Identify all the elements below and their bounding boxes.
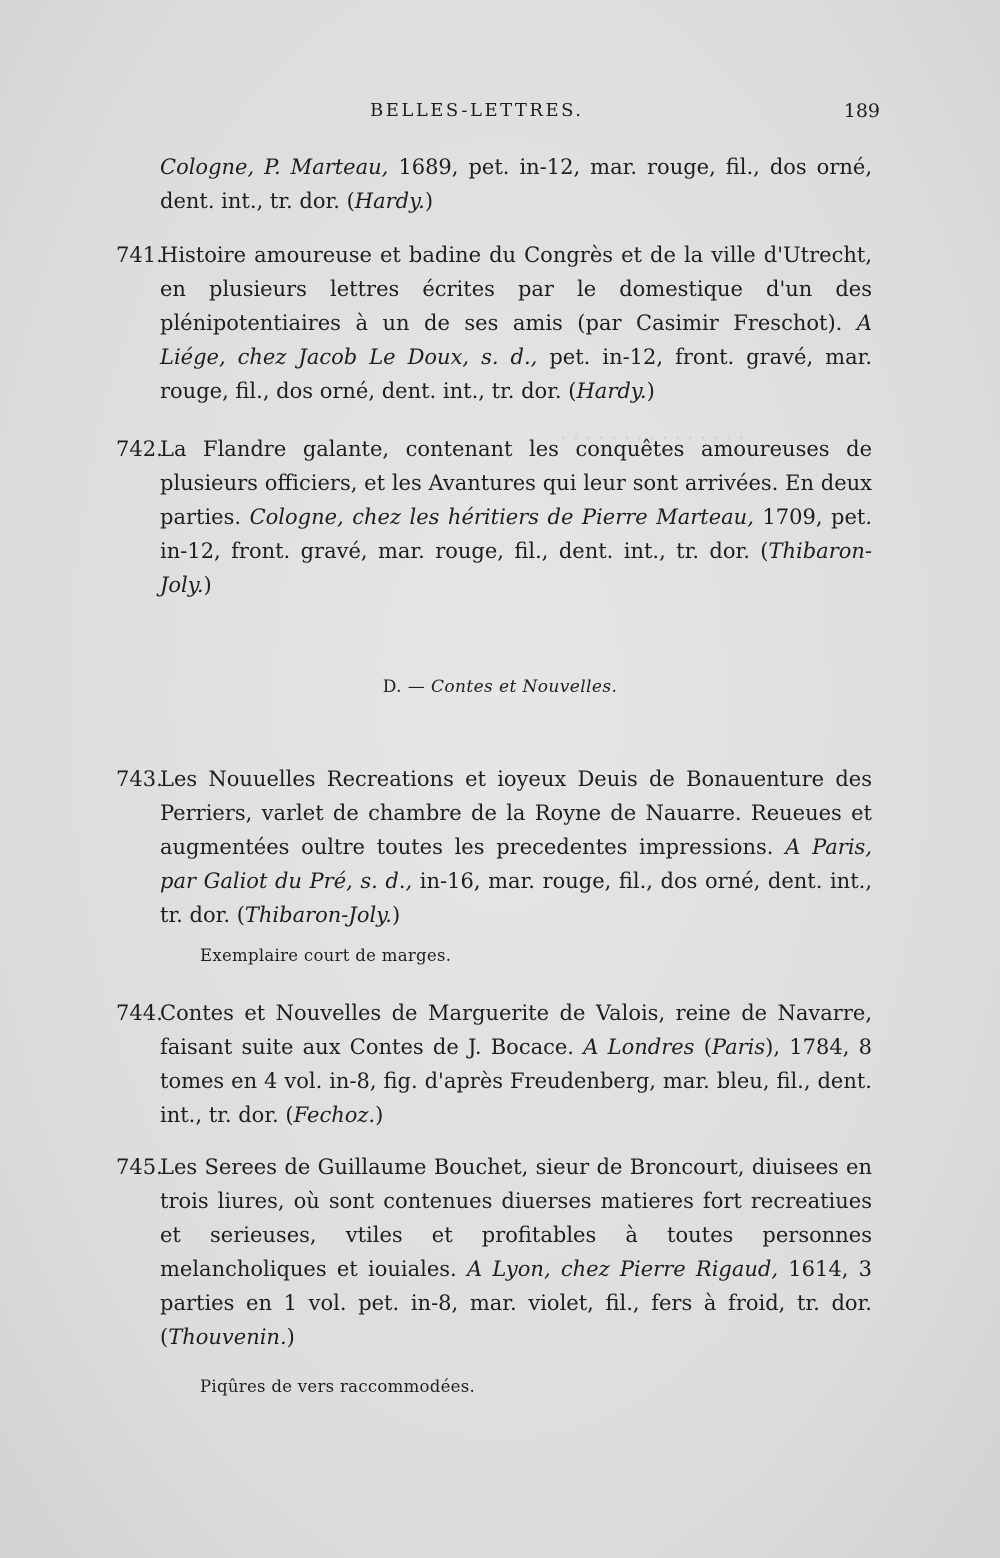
text-run: pet. in-12, front. gravé, mar. rouge, fil., dos orné, dent. int., tr. dor. ( (160, 345, 872, 403)
text-run: ( (694, 1035, 712, 1059)
entry-text (160, 1150, 872, 1354)
entry-note-745: Piqûres de vers raccommodées. (200, 1377, 476, 1396)
italic-text: Thouvenin. (168, 1325, 287, 1349)
entry-number: 742. (116, 437, 163, 461)
entry-text (160, 762, 872, 932)
entry-text (160, 996, 872, 1132)
text-run: Les Nouuelles Recreations et ioyeux Deuis de Bonauenture des Perriers, varlet de chambre de la Royne de Nauarre. Reueues et augmentées oultre toutes les precedentes impressions. (160, 767, 872, 859)
text-run: ) (424, 189, 434, 213)
bleed-through-text: . . . . . . . . . . . . . . . (560, 420, 745, 444)
entry-744 (116, 996, 873, 1132)
entry-number: 744. (116, 1001, 163, 1025)
entry-text (160, 238, 872, 408)
text-run: ) (203, 573, 212, 597)
running-title: BELLES-LETTRES. (370, 100, 584, 121)
text-run: Les Serees de Guillaume Bouchet, sieur de Broncourt, diuisees en trois liures, où sont contenues diuerses matieres fort recreatiues et serieuses, vtiles et profitables à toutes personnes melancholiques et iouiales. (160, 1155, 872, 1281)
text-run: ) (375, 1103, 384, 1127)
italic-text: A Liége, chez Jacob Le Doux, s. d., (160, 311, 872, 369)
italic-text: Paris (711, 1035, 766, 1059)
entry-742 (116, 432, 872, 602)
italic-text: Thibaron-Joly. (160, 539, 872, 597)
text-run: in-16, mar. rouge, fil., dos orné, dent. int., tr. dor. ( (160, 869, 872, 927)
entry-continued (160, 150, 872, 218)
text-run: ) (391, 903, 401, 927)
section-heading (0, 677, 1000, 697)
text-run: ) (286, 1325, 295, 1349)
entry-number: 743. (116, 767, 163, 791)
entry-743 (116, 762, 872, 932)
italic-text: A Londres (583, 1035, 695, 1059)
italic-text: Hardy. (576, 379, 647, 403)
italic-text: Hardy. (354, 189, 425, 213)
section-letter: D. — (382, 677, 426, 697)
text-run: 1689, pet. in-12, mar. rouge, fil., dos orné, dent. int., tr. dor. ( (160, 155, 872, 213)
entry-note-743: Exemplaire court de marges. (200, 946, 452, 965)
text-run: Contes et Nouvelles de Marguerite de Valois, reine de Navarre, faisant suite aux Contes de J. Bocace. (160, 1001, 872, 1059)
entry-number: 741. (116, 243, 163, 267)
italic-text: A Paris, par Galiot du Pré, s. d., (160, 835, 872, 893)
running-header (160, 100, 880, 130)
text-run: Histoire amoureuse et badine du Congrès et de la ville d'Utrecht, en plusieurs lettres écrites par le domestique d'un des plénipotentiaires à un de ses amis (par Casimir Freschot). (160, 243, 872, 335)
text-run: ) (646, 379, 655, 403)
section-title: Contes et Nouvelles. (430, 677, 618, 697)
entry-number: 745. (116, 1155, 163, 1179)
italic-text: A Lyon, chez Pierre Rigaud, (466, 1257, 779, 1281)
italic-text: Cologne, chez les héritiers de Pierre Marteau, (249, 505, 754, 529)
text-run: 1709, pet. in-12, front. gravé, mar. rouge, fil., dent. int., tr. dor. ( (160, 505, 872, 563)
page-number: 189 (843, 100, 880, 122)
entry-741 (116, 238, 872, 408)
italic-text: Thibaron-Joly. (244, 903, 392, 927)
text-run: La Flandre galante, contenant les conquêtes amoureuses de plusieurs officiers, et les Avantures qui leur sont arrivées. En deux parties. (160, 437, 872, 529)
italic-text: Fechoz. (293, 1103, 376, 1127)
text-run: ), 1784, 8 tomes en 4 vol. in-8, fig. d'après Freudenberg, mar. bleu, fil., dent. int., tr. dor. ( (160, 1035, 873, 1127)
italic-text: Cologne, P. Marteau, (160, 155, 389, 179)
entry-745 (116, 1150, 872, 1354)
text-run: 1614, 3 parties en 1 vol. pet. in-8, mar. violet, fil., fers à froid, tr. dor. ( (160, 1257, 872, 1349)
entry-text (160, 432, 872, 602)
